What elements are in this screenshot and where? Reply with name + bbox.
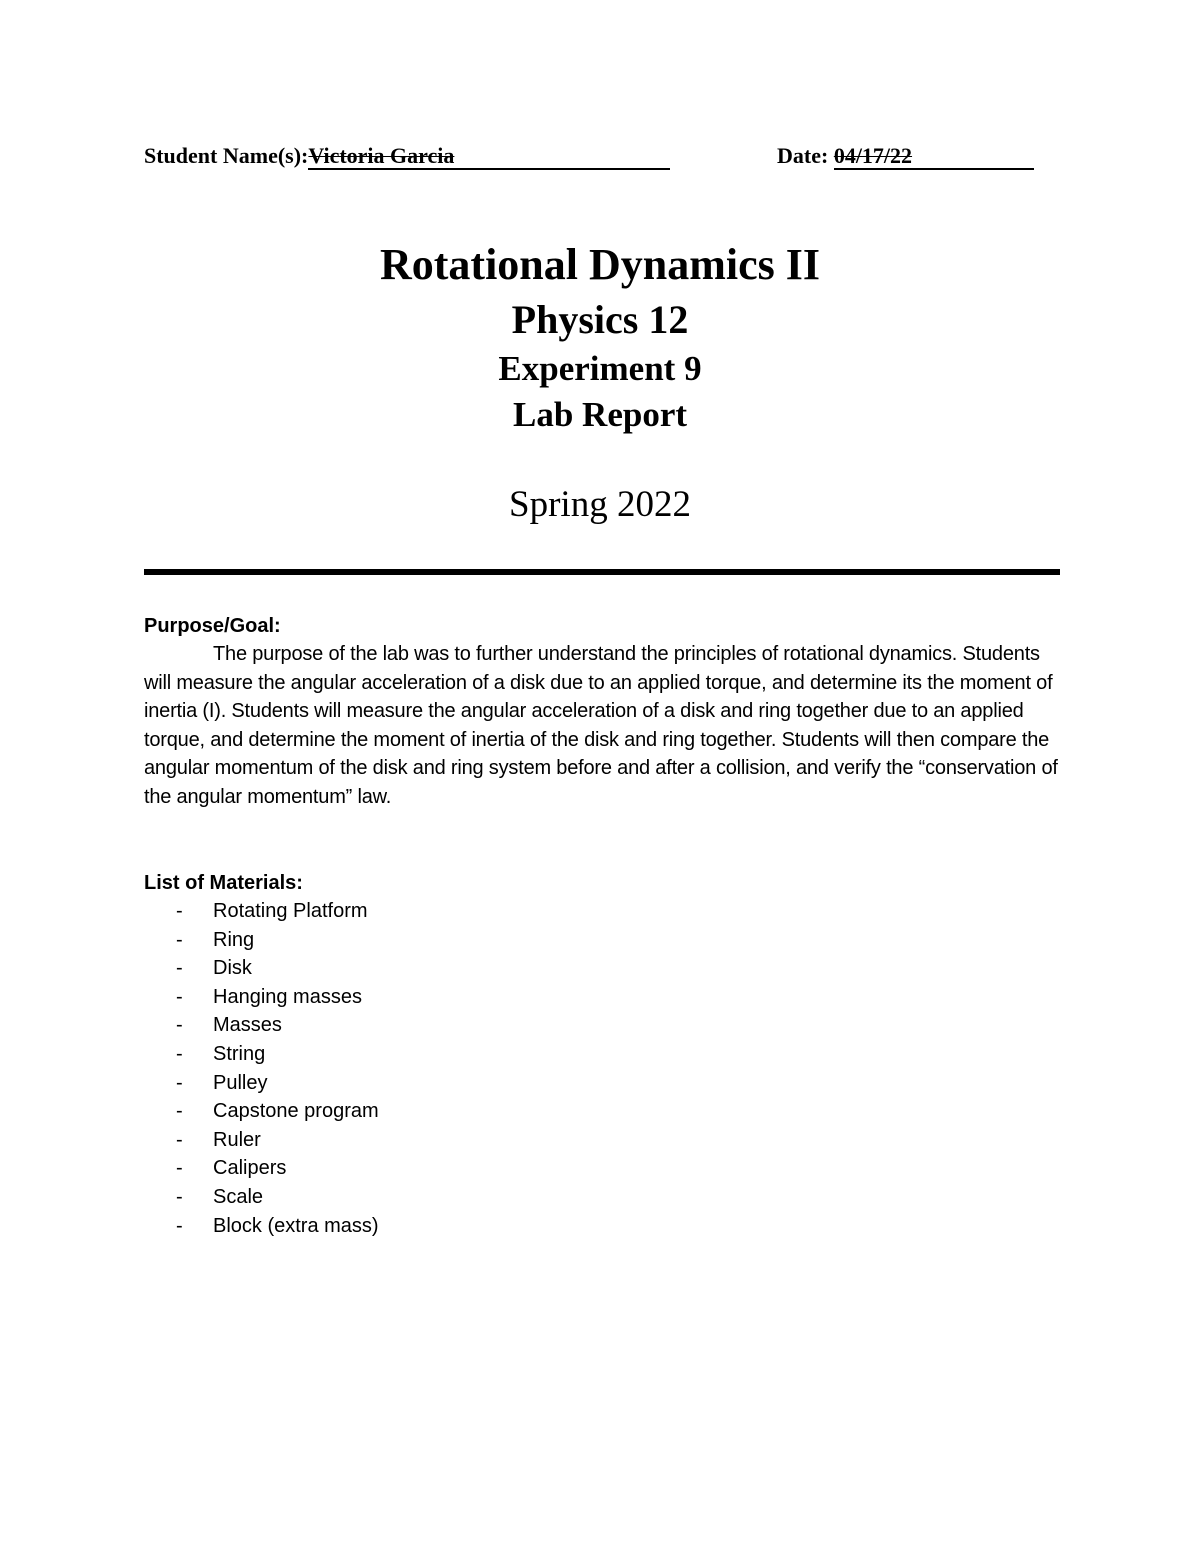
term-title: Spring 2022: [509, 484, 691, 525]
list-bullet: -: [176, 1128, 183, 1151]
list-bullet: -: [176, 1042, 183, 1065]
list-item-label: Pulley: [213, 1071, 268, 1094]
list-bullet: -: [176, 1185, 183, 1208]
date-value: 04/17/22: [833, 143, 913, 168]
list-item-label: Hanging masses: [213, 985, 362, 1008]
date-label: Date:: [777, 143, 829, 168]
list-bullet: -: [176, 1100, 183, 1123]
list-item-label: Capstone program: [213, 1100, 379, 1123]
list-bullet: -: [176, 900, 183, 922]
purpose-paragraph: The purpose of the lab was to further understand the principles of rotational dynamics. Students will measure the angular acceleration of a disk due to an applied torque, and determine its the moment of inertia (I). Students will measure the angular acceleration of a disk and ring together due to an applied torque, and determine the moment of inertia of the disk and ring together. Students will then compare the angular momentum of the disk and ring system before and after a collision, and verify the “conservation of the angular momentum” law.: [144, 643, 1058, 808]
horizontal-divider: [144, 569, 1060, 575]
list-bullet: -: [176, 1157, 183, 1180]
course-title: Physics 12: [511, 297, 689, 342]
list-item-label: Ruler: [213, 1128, 261, 1151]
list-bullet: -: [176, 957, 183, 980]
student-name-field: [308, 144, 670, 170]
list-item-label: String: [213, 1042, 266, 1065]
list-item-label: Ring: [213, 928, 255, 951]
list-item-label: Scale: [213, 1185, 264, 1208]
list-item-label: Calipers: [213, 1157, 287, 1180]
list-bullet: -: [176, 1071, 183, 1094]
list-item-label: Masses: [213, 1014, 282, 1037]
student-name-line: [144, 142, 670, 170]
list-bullet: -: [176, 1014, 183, 1037]
report-title: Rotational Dynamics II: [379, 240, 821, 289]
date-field: [834, 144, 1034, 170]
lab-report-title: Lab Report: [512, 395, 688, 434]
materials-heading: List of Materials:: [144, 872, 303, 894]
list-item-label: Disk: [213, 957, 252, 980]
list-item-label: Block (extra mass): [213, 1214, 379, 1237]
list-bullet: -: [176, 928, 183, 951]
student-name-value: Victoria Garcia: [308, 143, 455, 168]
list-bullet: -: [176, 985, 183, 1008]
list-bullet: -: [176, 1214, 183, 1237]
student-name-label: Student Name(s):: [144, 143, 309, 168]
date-line: [777, 142, 1034, 170]
list-item-label: Rotating Platform: [213, 900, 368, 922]
purpose-heading: Purpose/Goal:: [144, 615, 281, 637]
experiment-title: Experiment 9: [498, 349, 702, 388]
